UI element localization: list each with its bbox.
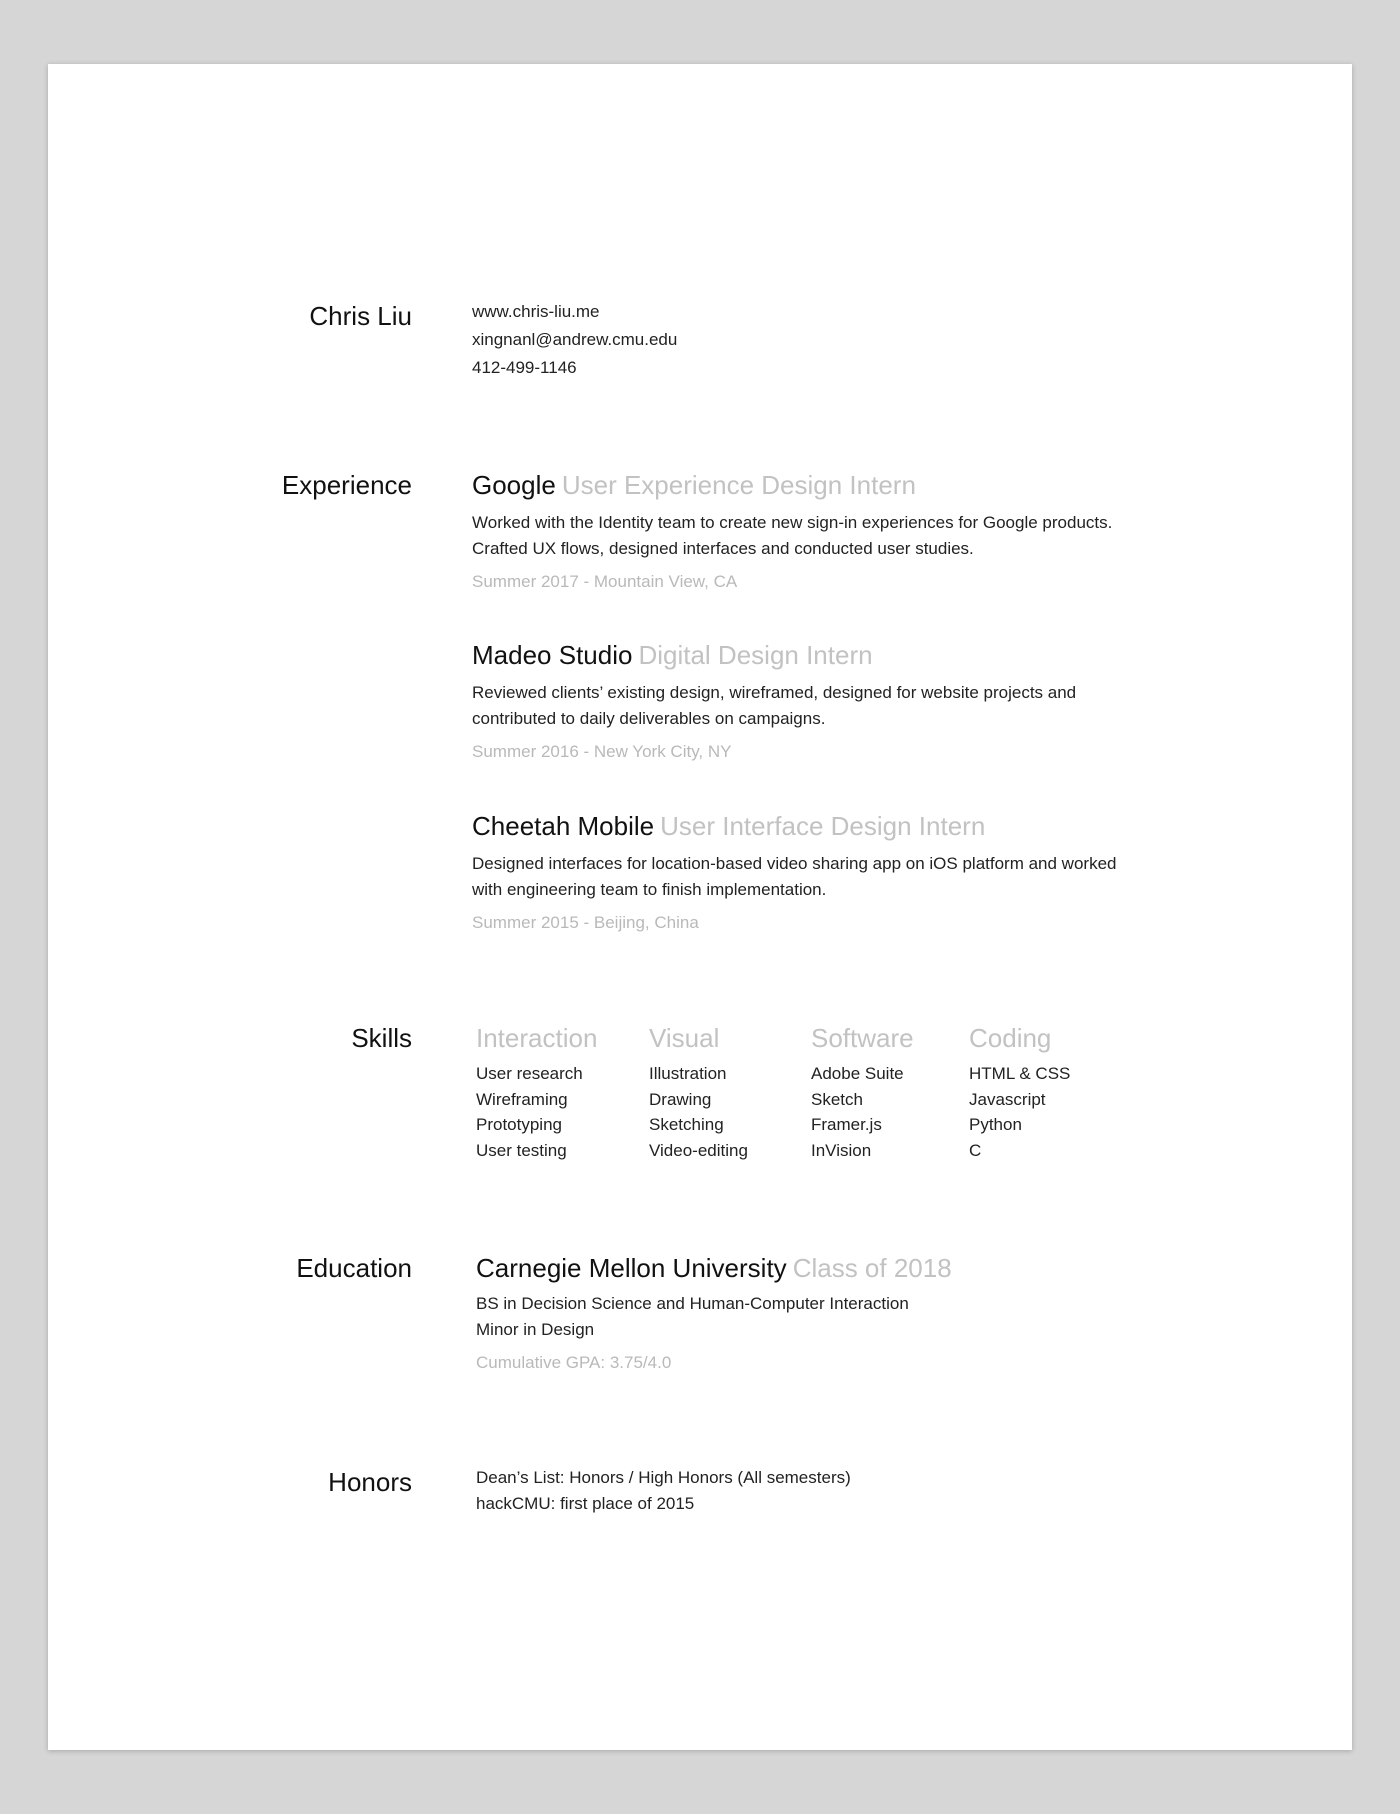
skill-item: Wireframing	[476, 1089, 568, 1109]
website-link[interactable]: www.chris-liu.me	[472, 302, 600, 321]
experience-heading: Experience	[281, 470, 412, 500]
job-title: Digital Design Intern	[638, 640, 873, 670]
skill-item: Video-editing	[649, 1140, 748, 1160]
honor-item: hackCMU: first place of 2015	[476, 1494, 695, 1513]
honors-heading: Honors	[328, 1467, 412, 1497]
skills-grid	[476, 1023, 1176, 1173]
phone-text: 412-499-1146	[472, 358, 577, 377]
skill-column-coding	[969, 1023, 1070, 1163]
job-company: Google	[472, 470, 556, 500]
skill-item: Illustration	[649, 1064, 727, 1083]
job-meta: Summer 2016 - New York City, NY	[472, 742, 732, 761]
job-title: User Experience Design Intern	[561, 470, 916, 500]
job-title: User Interface Design Intern	[660, 811, 986, 841]
skill-item: Framer.js	[811, 1115, 882, 1134]
job-description	[472, 510, 1172, 562]
job-company: Cheetah Mobile	[472, 811, 655, 841]
skill-column-visual	[649, 1023, 748, 1163]
skill-item: Drawing	[649, 1089, 712, 1109]
skill-item: InVision	[811, 1140, 872, 1160]
skill-column-heading: Software	[811, 1023, 914, 1053]
skill-column-heading: Visual	[649, 1023, 720, 1053]
job-company: Madeo Studio	[472, 640, 633, 670]
job-description	[472, 851, 1172, 903]
skill-column-software	[811, 1023, 914, 1163]
name-heading: Chris Liu	[309, 301, 412, 331]
job-description-line: Reviewed clients’ existing design, wireframed, designed for website projects and	[472, 683, 1077, 702]
skill-item: User testing	[476, 1140, 567, 1160]
resume-page	[48, 64, 1352, 1750]
skill-item: Sketching	[649, 1115, 724, 1134]
job-meta: Summer 2015 - Beijing, China	[472, 913, 699, 932]
job-description-line: contributed to daily deliverables on campaigns.	[472, 709, 826, 728]
education-degree: BS in Decision Science and Human-Computer Interaction	[476, 1294, 909, 1313]
job-description-line: Crafted UX flows, designed interfaces and conducted user studies.	[472, 539, 974, 558]
honors-list	[476, 1465, 851, 1517]
education-gpa: Cumulative GPA: 3.75/4.0	[476, 1353, 672, 1372]
skill-item: HTML & CSS	[969, 1064, 1071, 1083]
skill-item: Sketch	[811, 1089, 863, 1109]
skill-item: Adobe Suite	[811, 1064, 904, 1083]
skill-column-interaction	[476, 1023, 597, 1163]
skill-item: Javascript	[969, 1089, 1046, 1109]
skills-heading: Skills	[351, 1023, 412, 1053]
job-description-line: Designed interfaces for location-based video sharing app on iOS platform and worked	[472, 854, 1117, 873]
education-class-year: Class of 2018	[792, 1253, 952, 1283]
job-description-line: with engineering team to finish implementation.	[472, 880, 827, 899]
job-description-line: Worked with the Identity team to create new sign-in experiences for Google products.	[472, 513, 1113, 532]
skill-item: Prototyping	[476, 1115, 562, 1134]
job-description	[472, 680, 1172, 732]
honor-item: Dean’s List: Honors / High Honors (All semesters)	[476, 1468, 851, 1487]
skill-item: C	[969, 1140, 982, 1160]
experience-list	[472, 470, 1232, 990]
education-minor: Minor in Design	[476, 1320, 595, 1339]
education-entry	[476, 1253, 952, 1375]
email-link[interactable]: xingnanl@andrew.cmu.edu	[472, 330, 678, 349]
skill-column-heading: Interaction	[476, 1023, 598, 1053]
job-entry	[472, 640, 1172, 764]
contact-block	[472, 298, 677, 382]
job-entry	[472, 811, 1172, 935]
skill-column-heading: Coding	[969, 1023, 1052, 1053]
skill-item: User research	[476, 1064, 583, 1083]
education-school: Carnegie Mellon University	[476, 1253, 787, 1283]
job-meta: Summer 2017 - Mountain View, CA	[472, 572, 738, 591]
skill-item: Python	[969, 1115, 1022, 1134]
education-heading: Education	[296, 1253, 412, 1283]
job-entry	[472, 470, 1172, 594]
